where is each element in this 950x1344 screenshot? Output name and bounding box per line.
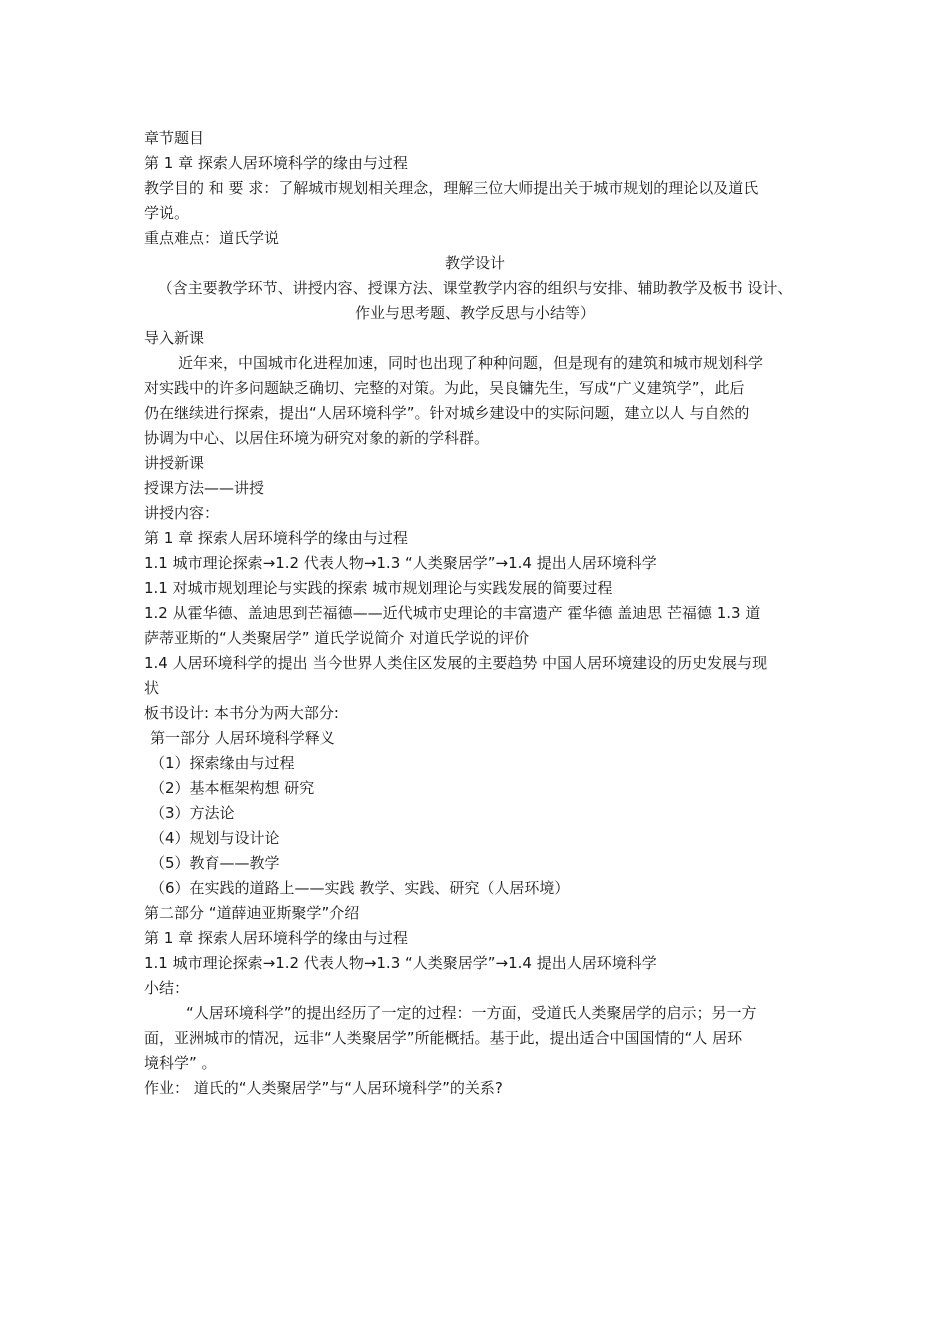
lecture-content-label: 讲授内容： bbox=[144, 504, 220, 522]
chapter-title-label: 章节题目 bbox=[144, 129, 205, 147]
teaching-objectives: 教学目的 和 要 求：了解城市规划相关理念，理解三位大师提出关于城市规划的理论以及道氏 bbox=[144, 179, 759, 197]
chapter-heading: 第 1 章 探索人居环境科学的缘由与过程 bbox=[144, 154, 408, 172]
list-item: （4）规划与设计论 bbox=[150, 829, 280, 847]
design-note: （含主要教学环节、讲授内容、授课方法、课堂教学内容的组织与安排、辅助教学及板书 设计、 bbox=[157, 279, 793, 297]
design-note-cont: 作业与思考题、教学反思与小结等） bbox=[354, 304, 595, 322]
homework-line: 作业： 道氏的“人类聚居学”与“人居环境科学”的关系? bbox=[144, 1079, 503, 1097]
outline-line: 状 bbox=[144, 679, 160, 697]
outline-line: 萨蒂亚斯的“人类聚居学” 道氏学说简介 对道氏学说的评价 bbox=[144, 629, 530, 647]
intro-paragraph-line: 近年来，中国城市化进程加速，同时也出现了种种问题，但是现有的建筑和城市规划科学 bbox=[178, 354, 764, 372]
outline-line: 1.1 城市理论探索→1.2 代表人物→1.3 “人类聚居学”→1.4 提出人居环境科学 bbox=[144, 554, 657, 572]
list-item: （5）教育——教学 bbox=[150, 854, 280, 872]
summary-paragraph-line: “人居环境科学”的提出经历了一定的过程：一方面，受道氏人类聚居学的启示；另一方 bbox=[186, 1004, 757, 1022]
summary-paragraph-line: 面，亚洲城市的情况，远非“人类聚居学”所能概括。基于此，提出适合中国国情的“人 居环 bbox=[144, 1029, 743, 1047]
part-one-heading: 第一部分 人居环境科学释义 bbox=[150, 729, 335, 747]
summary-label: 小结： bbox=[144, 979, 190, 997]
board-design-label: 板书设计: 本书分为两大部分: bbox=[144, 704, 339, 722]
chapter-heading-repeat: 第 1 章 探索人居环境科学的缘由与过程 bbox=[144, 929, 408, 947]
part-two-heading: 第二部分 “道薛迪亚斯聚学”介绍 bbox=[144, 904, 360, 922]
list-item: （2）基本框架构想 研究 bbox=[150, 779, 315, 797]
section-lecture-heading: 讲授新课 bbox=[144, 454, 205, 472]
list-item: （6）在实践的道路上——实践 教学、实践、研究（人居环境） bbox=[150, 879, 570, 897]
section-intro-heading: 导入新课 bbox=[144, 329, 205, 347]
design-heading: 教学设计 bbox=[444, 254, 505, 272]
outline-line: 1.4 人居环境科学的提出 当今世界人类住区发展的主要趋势 中国人居环境建设的历史发展与现 bbox=[144, 654, 768, 672]
chapter-heading-repeat: 第 1 章 探索人居环境科学的缘由与过程 bbox=[144, 529, 408, 547]
key-difficulties: 重点难点：道氏学说 bbox=[144, 229, 280, 247]
intro-paragraph-line: 仍在继续进行探索，提出“人居环境科学”。针对城乡建设中的实际问题，建立以人 与自然的 bbox=[144, 404, 750, 422]
outline-line: 1.1 城市理论探索→1.2 代表人物→1.3 “人类聚居学”→1.4 提出人居环境科学 bbox=[144, 954, 657, 972]
intro-paragraph-line: 对实践中的许多问题缺乏确切、完整的对策。为此，吴良镛先生，写成“广义建筑学”，此后 bbox=[144, 379, 745, 397]
list-item: （3）方法论 bbox=[150, 804, 235, 822]
outline-line: 1.2 从霍华德、盖迪思到芒福德——近代城市史理论的丰富遗产 霍华德 盖迪思 芒福德 1.3 道 bbox=[144, 604, 761, 622]
list-item: （1）探索缘由与过程 bbox=[150, 754, 295, 772]
intro-paragraph-line: 协调为中心、以居住环境为研究对象的新的学科群。 bbox=[144, 429, 490, 447]
summary-paragraph-line: 境科学” 。 bbox=[144, 1054, 217, 1072]
outline-line: 1.1 对城市规划理论与实践的探索 城市规划理论与实践发展的简要过程 bbox=[144, 579, 613, 597]
teaching-objectives-cont: 学说。 bbox=[144, 204, 190, 222]
teaching-method: 授课方法——讲授 bbox=[144, 479, 265, 497]
